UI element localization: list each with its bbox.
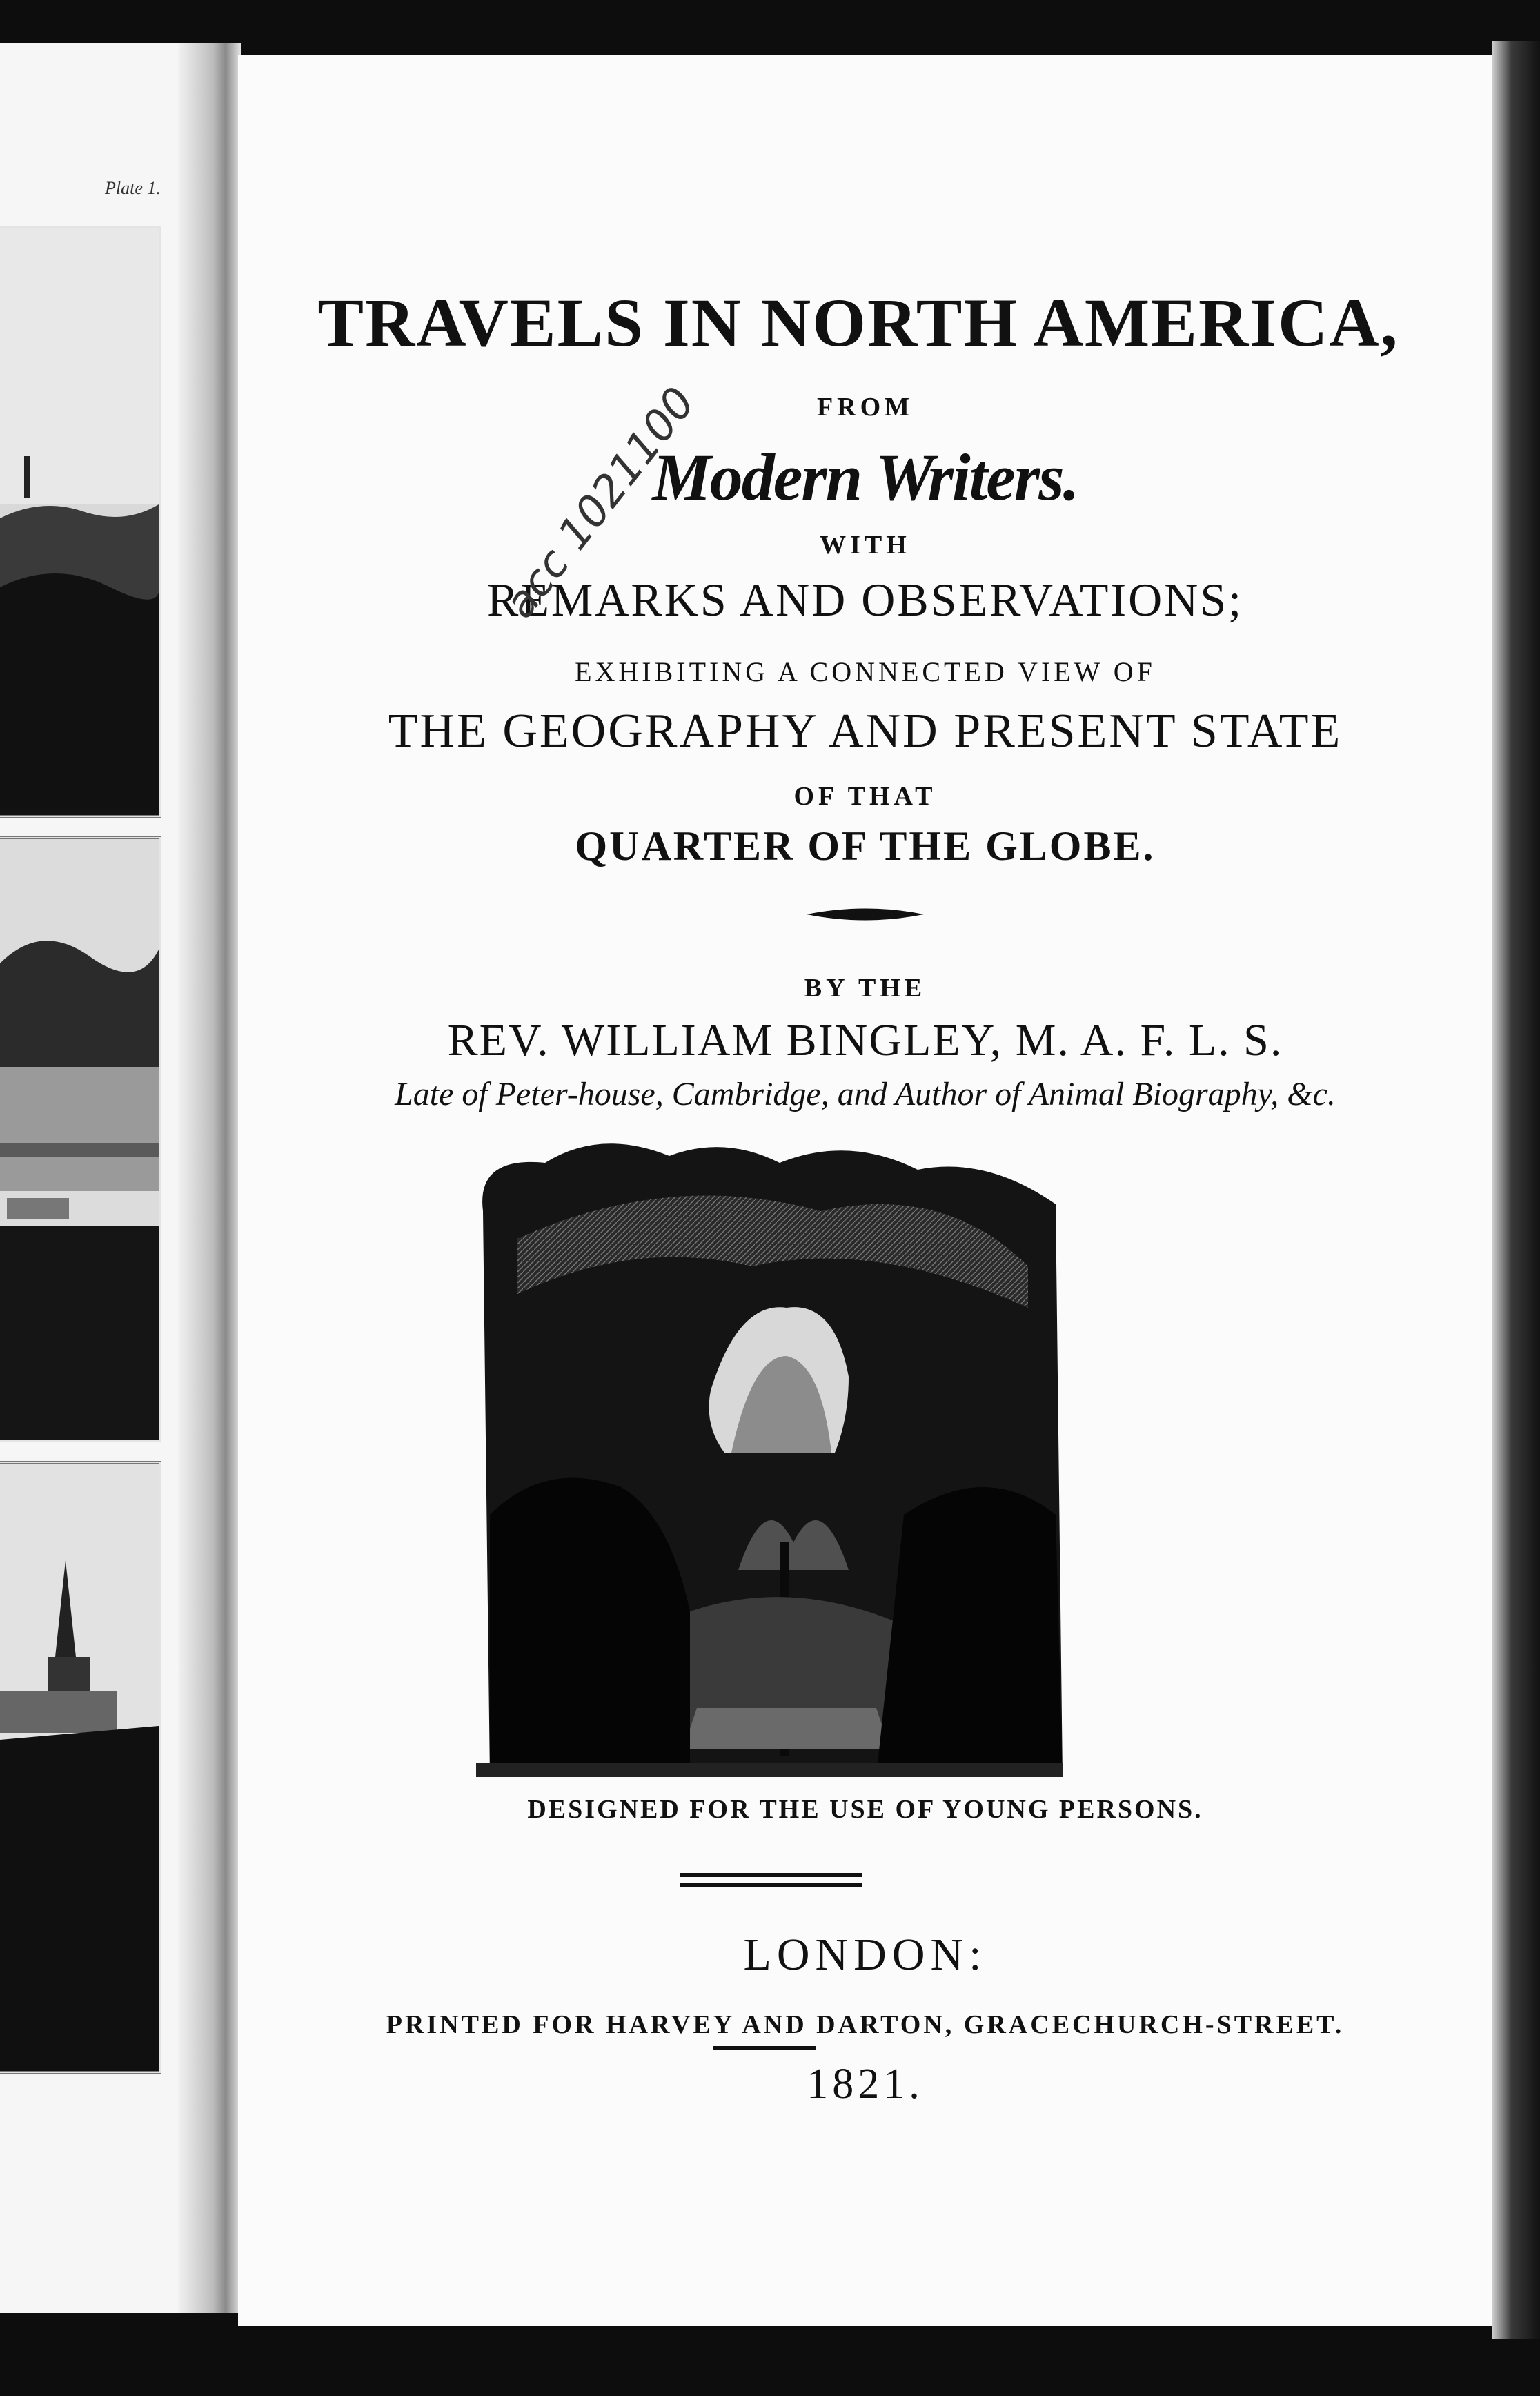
author-credentials: Late of Peter-house, Cambridge, and Author of Animal Biography, &c.: [395, 1076, 1336, 1112]
remarks-line: REMARKS AND OBSERVATIONS;: [486, 573, 1244, 626]
with-line: WITH: [820, 531, 911, 560]
page-edge-shadow: [1492, 41, 1540, 2339]
short-rule: [713, 2046, 816, 2050]
imprint-printer: PRINTED FOR HARVEY AND DARTON, GRACECHURCH-STREET.: [386, 2010, 1345, 2039]
plate-label: Plate 1.: [105, 178, 161, 198]
modern-writers-heading: Modern Writers.: [652, 440, 1078, 514]
imprint-year: 1821.: [807, 2061, 924, 2108]
from-line: FROM: [816, 393, 914, 422]
of-that-line: OF THAT: [793, 782, 937, 811]
handwritten-accession-number: acc 1021100: [494, 377, 705, 627]
quarter-line: QUARTER OF THE GLOBE.: [575, 823, 1156, 869]
title-page: [238, 55, 1492, 2326]
plate-engraving-lighthouse: [0, 226, 161, 818]
author-name: REV. WILLIAM BINGLEY, M. A. F. L. S.: [447, 1015, 1283, 1066]
imprint-city: LONDON:: [743, 1929, 987, 1980]
woodcut-vignette: [462, 1128, 1073, 1780]
plate-engraving-church: [0, 1461, 161, 2074]
exhibiting-line: EXHIBITING A CONNECTED VIEW OF: [575, 656, 1156, 687]
ornamental-rule: [238, 904, 1492, 932]
book-title: TRAVELS IN NORTH AMERICA,: [317, 284, 1399, 361]
by-the-line: BY THE: [804, 974, 927, 1003]
plate-engraving-river: [0, 836, 161, 1442]
double-rule: [680, 1873, 862, 1892]
book-gutter: [178, 43, 241, 2313]
designed-line: DESIGNED FOR THE USE OF YOUNG PERSONS.: [527, 1795, 1203, 1824]
geography-line: THE GEOGRAPHY AND PRESENT STATE: [388, 705, 1343, 758]
